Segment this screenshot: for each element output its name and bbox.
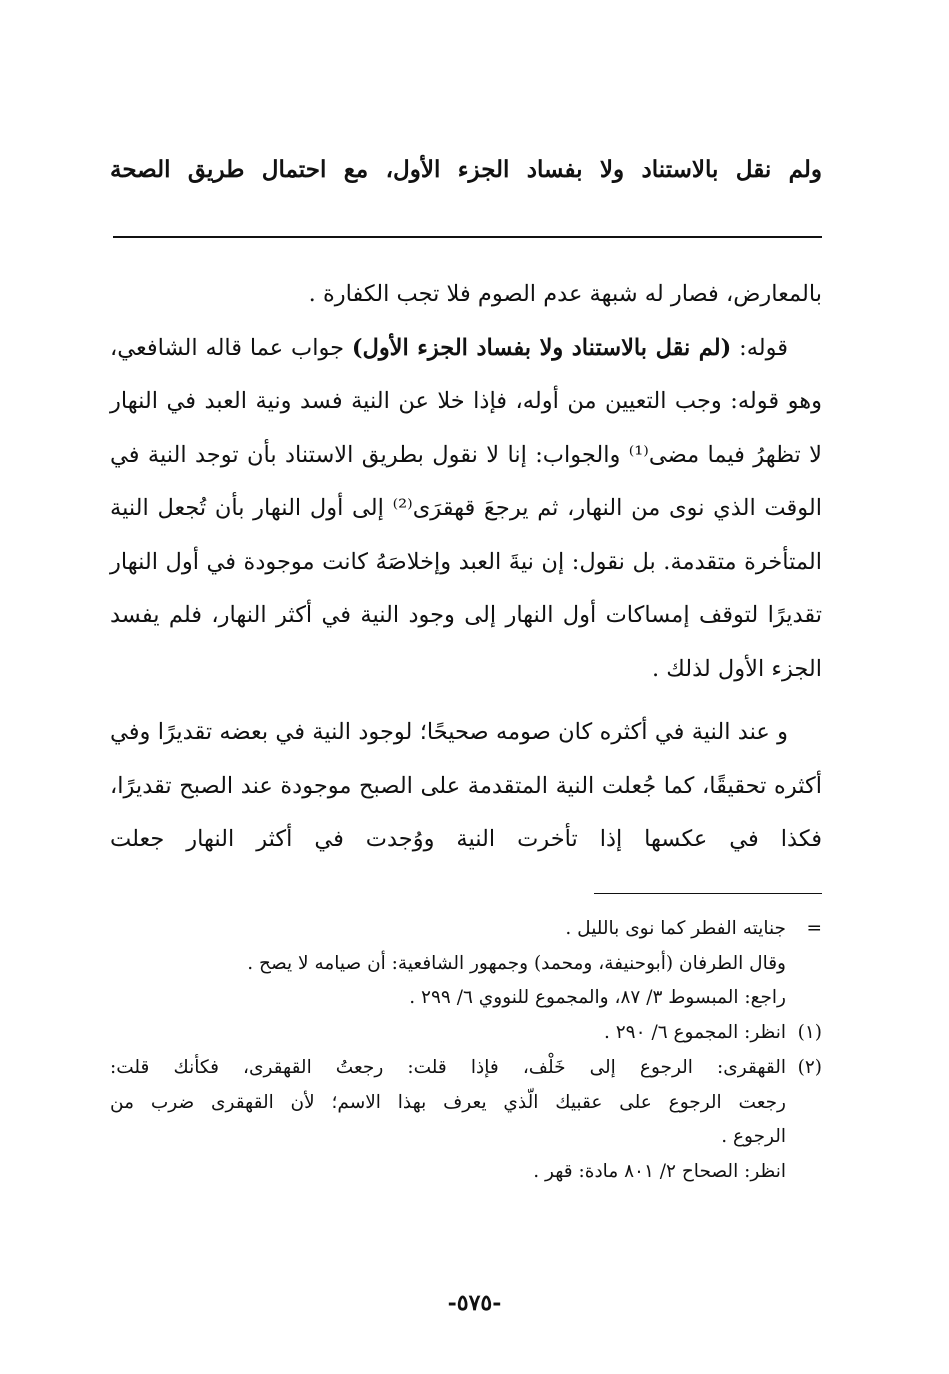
footnote-text: جنايته الفطر كما نوى بالليل . xyxy=(565,918,786,939)
footnote-line xyxy=(110,947,822,982)
header-divider xyxy=(113,236,822,238)
quoted-matn: (لم نقل بالاستناد ولا بفساد الجزء الأول) xyxy=(351,334,732,361)
footnote-2-text: الرجوع . xyxy=(721,1126,786,1148)
footnote-continuation-mark: = xyxy=(806,918,822,939)
footnote-2-text: القهقرى: الرجوع إلى خَلْف، فإذا قلت: رجعتُ القهقرى، فكأنك قلت: xyxy=(110,1056,786,1078)
footnote-2-text: رجعت الرجوع على عقبيك الّذي يعرف بهذا الاسم؛ لأن القهقرى ضرب من xyxy=(110,1091,786,1113)
footnote-divider xyxy=(594,893,822,894)
running-header: ولم نقل بالاستناد ولا بفساد الجزء الأول، مع احتمال طريق الصحة xyxy=(110,156,822,183)
main-text xyxy=(110,268,822,867)
paragraph-commentary xyxy=(110,322,822,697)
footnote-1-mark: (١) xyxy=(797,1022,822,1044)
footnotes xyxy=(110,912,822,1190)
footnote-line xyxy=(110,912,822,947)
page-number: -٥٧٥- xyxy=(447,1290,502,1316)
footnote-1-text: انظر: المجموع ٦/ ٢٩٠ . xyxy=(603,1022,786,1044)
footnote-line xyxy=(110,1120,822,1155)
footnote-line xyxy=(110,1155,822,1190)
paragraph-explanation: و عند النية في أكثره كان صومه صحيحًا؛ لوجود النية في بعضه تقديرًا وفي أكثره تحقيقًا، كما جُعلت النية المتقدمة على الصبح موجودة عند الصبح تقديرًا، فكذا في عكسها إذا تأخرت النية ووُجدت في أكثر النهار جعلت xyxy=(110,719,822,852)
footnote-1 xyxy=(110,1016,822,1051)
footnote-line xyxy=(110,1086,822,1121)
footnote-text: وقال الطرفان (أبوحنيفة، ومحمد) وجمهور الشافعية: أن صيامه لا يصح . xyxy=(247,952,786,974)
paragraph-lead: قوله: xyxy=(731,334,788,361)
footnote-text: راجع: المبسوط ٣/ ٨٧، والمجموع للنووي ٦/ ٢٩٩ . xyxy=(409,987,786,1009)
footnote-line xyxy=(110,981,822,1016)
paragraph-continuation: بالمعارض، فصار له شبهة عدم الصوم فلا تجب الكفارة . xyxy=(308,281,822,307)
paragraph-body: جواب عما قاله الشافعي، وهو قوله: وجب التعيين من أوله، فإذا خلا عن النية فسد ونية العبد في النهار لا تظهرُ فيما مضى⁽¹⁾ والجواب: إنا لا نقول بطريق الاستناد بأن توجد النية في الوقت الذي نوى من النهار، ثم يرجعَ قهقرَى⁽²⁾ إلى أول النهار بأن تُجعل النية المتأخرة متقدمة. بل نقول: إن نيةَ العبد وإخلاصَهُ كانت موجودة في أول النهار تقديرًا لتوقف إمساكات أول النهار إلى وجود النية في أكثر النهار، فلم يفسد الجزء الأول لذلك . xyxy=(110,334,823,682)
footnote-2-source: انظر: الصحاح ٢/ ٨٠١ مادة: قهر . xyxy=(533,1160,786,1182)
footnote-2 xyxy=(110,1051,822,1086)
footnote-2-mark: (٢) xyxy=(797,1056,822,1078)
